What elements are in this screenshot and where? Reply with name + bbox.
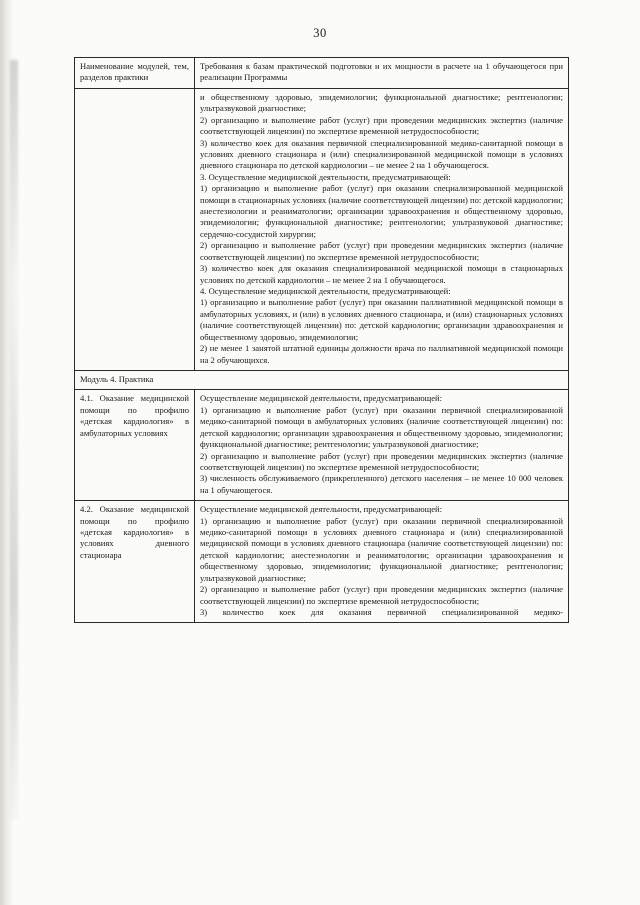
module-band-label: Модуль 4. Практика [75,370,569,389]
row-content-4-2 [195,501,569,623]
row-content-continuation [195,88,569,370]
paragraph: и общественному здоровью, эпидемиологии; функциональной диагностике; рентгенологии; ультразвуковой диагностике; [200,91,563,114]
paragraph: 1) организацию и выполнение работ (услуг) при оказании первичной специализированной медико-санитарной помощи в амбулаторных условиях (наличие соответствующей лицензии) по: детской кардиологии; организации здравоохранения и общественному здоровью, эпидемиологии; функциональной диагностике; рентгенологии; ультразвуковой диагностике; [200,404,563,450]
paragraph: 3) численность обслуживаемого (прикрепленного) детского населения – не менее 10 000 человек на 1 обучающегося. [200,473,563,495]
row-label-4-2: 4.2. Оказание медицинской помощи по профилю «детская кардиология» в условиях дневного стационара [75,501,195,623]
paragraph: 2) организацию и выполнение работ (услуг) при проведении медицинских экспертиз (наличие соответствующей лицензии) по экспертизе временной нетрудоспособности; [200,450,563,472]
table-header-row [75,58,569,89]
paragraph: Осуществление медицинской деятельности, предусматривающей: [200,504,443,515]
paragraph: Осуществление медицинской деятельности, предусматривающей: [200,393,443,404]
page-number: 30 [313,26,327,40]
paragraph: 2) организацию и выполнение работ (услуг) при проведении медицинских экспертиз (наличие соответствующей лицензии) по экспертизе временной нетрудоспособности; [200,584,563,606]
paragraph: 4. Осуществление медицинской деятельности, предусматривающей: [200,286,451,297]
paragraph: 2) организацию и выполнение работ (услуг) при проведении медицинских экспертиз (наличие соответствующей лицензии) по экспертизе временной нетрудоспособности; [200,114,563,137]
table-row [75,501,569,623]
paragraph: 2) организацию и выполнение работ (услуг) при проведении медицинских экспертиз (наличие соответствующей лицензии) по экспертизе временной нетрудоспособности; [200,240,563,262]
table-row [75,390,569,501]
table-header-col1: Наименование модулей, тем, разделов практики [75,58,195,89]
row-content-4-1 [195,390,569,501]
paragraph: 2) не менее 1 занятой штатной единицы должности врача по паллиативной медицинской помощи на 2 обучающихся. [200,343,563,365]
paragraph: 1) организацию и выполнение работ (услуг) при оказании специализированной медицинской помощи в стационарных условиях (наличие соответствующей лицензии) по: детской кардиологии; анестезиологии и реаниматологии; организации здравоохранения и общественному здоровью, эпидемиологии; функциональной диагностике; рентгенологии; ультразвуковой диагностике; сердечно-сосудистой хирургии; [200,183,563,239]
paragraph: 1) организацию и выполнение работ (услуг) при оказании паллиативной медицинской помощи в амбулаторных условиях, и (или) в условиях дневного стационара, и (или) стационарных условиях (наличие соответствующей лицензии) по: детской кардиологии; организации здравоохранения и общественному здоровью, эпидемиологии; [200,297,563,342]
paragraph: 3. Осуществление медицинской деятельности, предусматривающей: [200,171,451,182]
table-row [75,88,569,370]
row-label-empty [75,88,195,370]
requirements-table [74,57,569,623]
paragraph: 3) количество коек для оказания первичной специализированной медико-санитарной помощи в условиях дневного стационара и (или) специализированной медицинской помощи в условиях дневного стационара по детской кардиологии – не менее 2 на 1 обучающегося. [200,137,563,171]
module-band-row [75,370,569,389]
paragraph: 3) количество коек для оказания специализированной медицинской помощи в стационарных условиях по детской кардиологии – не менее 2 на 1 обучающегося. [200,263,563,285]
paragraph: 3) количество коек для оказания первичной специализированной медико- [200,606,563,617]
scan-smudge-artifact [10,60,18,820]
paragraph: 1) организацию и выполнение работ (услуг) при оказании первичной специализированной медико-санитарной помощи в условиях дневного стационара и (или) специализированной медицинской помощи в условиях дневного стационара (наличие соответствующей лицензии) по: детской кардиологии; анестезиологии и реаниматологии; организации здравоохранения и общественному здоровью, эпидемиологии; функциональной диагностике; рентгенологии; ультразвуковой диагностике; [200,515,563,583]
row-label-4-1: 4.1. Оказание медицинской помощи по профилю «детская кардиология» в амбулаторных условиях [75,390,195,501]
table-header-col2: Требования к базам практической подготовки и их мощности в расчете на 1 обучающегося при реализации Программы [195,58,569,89]
